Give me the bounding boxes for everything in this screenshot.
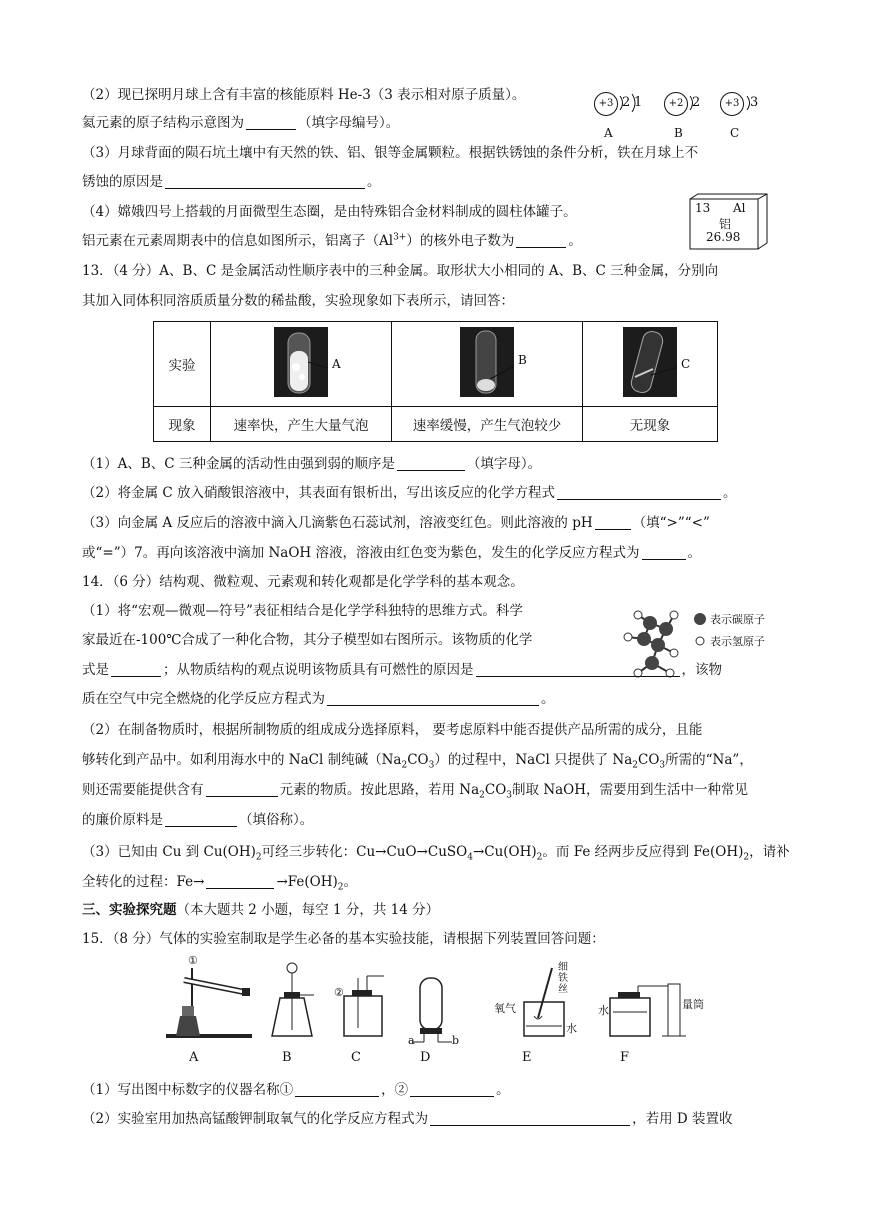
shell-electrons: 2 [622,95,631,110]
test-tube-photo [274,327,341,397]
text: 铝元素在元素周期表中的信息如图所示，铝离子（Al [82,233,394,249]
text-line [82,780,748,800]
text: 。而 Fe 经两步反应得到 Fe(OH) [542,844,744,860]
apparatus-label: D [420,1050,431,1065]
text-line [82,543,701,563]
atom-label: C [730,126,740,140]
text: 够转化到产品中。如利用海水中的 NaCl 制纯碱（Na [82,752,402,768]
text: （填俗称）。 [239,812,314,828]
atomic-mass: 26.98 [706,230,741,244]
text: ）的过程中，NaCl 只提供了 Na [434,752,633,768]
marker-2: ② [334,986,344,999]
legend-hydrogen: 表示氢原子 [710,635,765,648]
text-line [82,513,710,533]
text: 则还需要能提供含有 [82,782,204,798]
text-line [82,842,790,862]
port-a: a [408,1034,415,1047]
text-line [82,291,514,311]
text: （填“>”“<” [632,515,710,531]
legend-carbon: 表示碳原子 [710,613,765,626]
text: ，该物 [681,662,722,678]
answer-blank[interactable] [206,873,274,889]
text: ，若用 D 装置收 [632,1111,733,1127]
superscript: 3+ [393,232,407,243]
answer-blank[interactable] [327,690,539,706]
text: （2）现已探明月球上含有丰富的核能原料 He-3（3 表示相对原子质量）。 [82,87,526,103]
shell-electrons: 1 [634,95,643,110]
subscript: 2 [401,760,408,771]
element-symbol: Al [733,201,746,215]
table-cell: 实验 [154,322,211,407]
text: 全转化的过程：Fe→ [82,874,205,890]
answer-blank[interactable] [476,661,680,677]
text: 铁 [558,973,568,984]
subscript: 2 [632,760,639,771]
atom-structure-diagrams [592,90,772,144]
text-line [82,689,555,709]
table-row [154,322,718,407]
text: 细 [558,962,568,973]
text-line [82,113,399,133]
tube-label: A [332,357,341,371]
apparatus-figure [162,954,722,1070]
answer-blank[interactable] [430,1110,630,1126]
answer-blank[interactable] [642,544,686,560]
table-cell: 速率缓慢，产生气泡较少 [392,407,583,442]
apparatus-label: F [620,1050,630,1065]
text: 14．（6 分）结构观、微粒观、元素观和转化观都是化学学科的基本观念。 [82,574,524,590]
apparatus-label: C [351,1050,361,1065]
test-tube-photo [623,327,691,397]
marker-1: ① [188,954,198,967]
text: 式是 [82,662,109,678]
text: CO [407,752,429,768]
nucleus: +2 [664,92,688,116]
text-line [82,750,753,770]
text: →Cu(OH) [472,844,537,860]
text: ，请补 [749,844,790,860]
answer-blank[interactable] [111,661,161,677]
apparatus-drawings [162,958,722,1070]
subscript: 4 [467,852,473,863]
label-iron-wire [558,962,568,995]
text: ）的核外电子数为 [406,233,515,249]
table-cell: 无现象 [583,407,718,442]
text-line [82,810,313,830]
subscript: 3 [428,760,435,771]
text: 。 [496,1082,510,1098]
text: 丝 [558,984,568,995]
text: 。 [367,174,381,190]
label-oxygen: 氧气 [494,1002,516,1015]
text: （1）将“宏观—微观—符号”表征相结合是化学学科独特的思维方式。科学 [82,603,523,619]
label-cylinder: 量筒 [682,998,704,1011]
text: ，② [381,1082,409,1098]
text: CO [638,752,660,768]
text-line [82,601,523,621]
text: 或“=”）7。再向该溶液中滴加 NaOH 溶液，溶液由红色变为紫色，发生的化学反应方程式为 [82,545,640,561]
answer-blank[interactable] [595,514,631,530]
port-b: b [452,1034,460,1047]
shell-electrons: 2 [692,95,701,110]
text-line [82,872,357,892]
text-line [82,1080,510,1100]
tube-cell [392,322,583,407]
test-tube-a [274,327,328,397]
text: 。 [723,485,737,501]
text-line [82,1109,733,1129]
text: 三、实验探究题 [82,902,177,918]
apparatus-label: E [522,1050,532,1065]
answer-blank[interactable] [410,1081,494,1097]
test-tube-c [623,327,677,397]
text: 可经三步转化：Cu→CuO→CuSO [261,844,468,860]
test-tube-photo [460,327,527,397]
tube-cell [583,322,718,407]
text: 氦元素的原子结构示意图为 [82,115,244,131]
text-line [82,630,532,650]
text-line [82,720,702,740]
text: 所需的“Na”， [665,752,753,768]
text: 质在空气中完全燃烧的化学反应方程式为 [82,691,325,707]
text-line [82,172,381,192]
subscript: 3 [659,760,666,771]
text: （填字母编号）。 [298,115,400,131]
nucleus: +3 [594,92,618,116]
answer-blank[interactable] [165,173,365,189]
text: （2）在制备物质时，根据所制物质的组成成分选择原料， 要考虑原料中能否提供产品所需的成分，且能 [82,722,703,738]
answer-blank[interactable] [246,114,296,130]
text: （3）已知由 Cu 到 Cu(OH) [82,844,256,860]
text: （3）月球背面的陨石坑土壤中有天然的铁、铝、银等金属颗粒。根据铁锈蚀的条件分析，铁在月球上不 [82,145,699,161]
text: 13．（4 分）A、B、C 是金属活动性顺序表中的三种金属。取形状大小相同的 A、B、C 三种金属，分别向 [82,263,719,279]
table-cell: 速率快，产生大量气泡 [211,407,392,442]
subscript: 2 [337,882,344,893]
text: →Fe(OH) [276,874,338,890]
label-water-e: 水 [566,1022,577,1035]
answer-blank[interactable] [165,811,237,827]
text: （填字母）。 [466,456,542,472]
subscript: 2 [536,852,543,863]
text-line [82,202,577,222]
tube-label: C [681,357,691,371]
text-line [82,454,541,474]
text: 。 [541,691,555,707]
text: 。 [687,545,701,561]
text: （2）将金属 C 放入硝酸银溶液中，其表面有银析出，写出该反应的化学方程式 [82,485,555,501]
text: ；从物质结构的观点说明该物质具有可燃性的原因是 [163,662,474,678]
text: （3）向金属 A 反应后的溶液中滴入几滴紫色石蕊试剂，溶液变红色。则此溶液的 pH [82,515,593,531]
text-line [82,660,722,680]
text: （1）A、B、C 三种金属的活动性由强到弱的顺序是 [82,456,395,472]
label-water-f: 水 [598,1004,609,1017]
text-line [82,85,525,105]
text: CO [484,782,507,798]
text: （本大题共 2 小题，每空 1 分，共 14 分） [176,902,440,918]
subscript: 2 [479,790,485,801]
text: 元素的物质。按此思路，若用 Na [279,782,480,798]
text: 锈蚀的原因是 [82,174,163,190]
text: （2）实验室用加热高锰酸钾制取氧气的化学反应方程式为 [82,1111,429,1127]
text: 制取 NaOH，需要用到生活中一种常见 [512,782,749,798]
section-heading [82,900,439,920]
text: 家最近在-100℃合成了一种化合物，其分子模型如右图所示。该物质的化学 [82,632,533,648]
text-line [82,929,605,949]
test-tube-b [460,327,514,397]
shell-arcs [592,90,772,126]
text: 。 [343,874,357,890]
nucleus: +3 [720,92,744,116]
answer-blank[interactable] [516,232,566,248]
text: （4）嫦娥四号上搭载的月面微型生态圈，是由特殊铝合金材料制成的圆柱体罐子。 [82,204,577,220]
atom-label: A [604,126,613,140]
text-line [82,143,698,163]
answer-blank[interactable] [295,1081,379,1097]
subscript: 3 [506,790,513,801]
subscript: 2 [255,852,262,863]
text-line [82,483,737,503]
shell-electrons: 3 [750,95,759,110]
text: 其加入同体积同溶质质量分数的稀盐酸，实验现象如下表所示，请回答： [82,293,514,309]
atomic-number: 13 [695,201,711,215]
subscript: 2 [743,852,750,863]
table-cell: 现象 [154,407,211,442]
tube-label: B [518,353,527,367]
text-line [82,261,718,281]
tube-cell [211,322,392,407]
apparatus-label: A [189,1050,199,1065]
text: 15．（8 分）气体的实验室制取是学生必备的基本实验技能，请根据下列装置回答问题： [82,931,605,947]
element-name: 铝 [719,217,732,231]
answer-blank[interactable] [557,484,721,500]
text-line [82,231,582,251]
table-row [154,407,718,442]
text: 。 [568,233,582,249]
text: 的廉价原料是 [82,812,163,828]
text: （1）写出图中标数字的仪器名称① [82,1082,294,1098]
text-line [82,572,524,592]
atom-label: B [674,126,683,140]
answer-blank[interactable] [206,781,278,797]
answer-blank[interactable] [397,455,465,471]
apparatus-label: B [282,1050,292,1065]
periodic-table-tile [689,193,769,251]
experiment-table [153,321,718,442]
